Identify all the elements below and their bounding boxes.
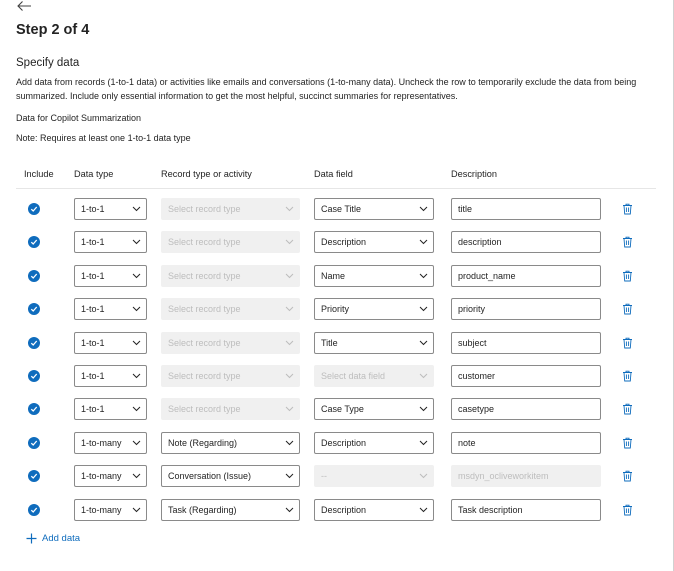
chevron-down-icon [285,340,294,346]
chevron-down-icon [285,239,294,245]
description-value: msdyn_ocliveworkitem [458,471,549,482]
include-checkbox[interactable] [28,303,40,315]
data-type-value: 1-to-many [81,437,122,448]
data-field-dropdown[interactable] [314,499,434,521]
chevron-down-icon [285,406,294,412]
data-field-dropdown[interactable] [314,365,434,387]
record-type-value: Select record type [168,204,241,214]
table-row [0,499,674,521]
chevron-down-icon [419,440,428,446]
section-description: Add data from records (1-to-1 data) or activities like emails and conversations (1-to-many data). Uncheck the row to temporarily exclude the data from being summarized. Include only essential information to get the most helpful, succinct summaries for representatives. [16,77,637,101]
data-type-dropdown[interactable] [74,465,147,487]
include-checkbox[interactable] [28,504,40,516]
data-type-dropdown[interactable] [74,231,147,253]
include-checkbox[interactable] [28,236,40,248]
trash-icon[interactable] [622,504,633,516]
record-type-dropdown[interactable] [161,432,300,454]
section-title: Specify data [16,57,80,69]
add-data-label: Add data [42,532,81,544]
data-type-value: 1-to-1 [81,337,105,348]
checkmark-icon [30,339,38,347]
table-row [0,432,674,454]
table-row [0,332,674,354]
data-field-value: Case Title [321,204,362,214]
record-type-dropdown[interactable] [161,499,300,521]
chevron-down-icon [285,440,294,446]
data-field-dropdown[interactable] [314,231,434,253]
chevron-down-icon [132,373,141,379]
description-input[interactable] [451,432,601,454]
chevron-down-icon [285,373,294,379]
column-header-data-type: Data type [74,169,114,179]
checkmark-icon [30,439,38,447]
data-sub-title: Data for Copilot Summarization [16,113,142,123]
data-type-dropdown[interactable] [74,432,147,454]
requirement-note: Note: Requires at least one 1-to-1 data type [16,133,191,143]
description-input[interactable] [451,465,601,487]
chevron-down-icon [132,473,141,479]
description-value: customer [458,371,496,381]
data-field-dropdown[interactable] [314,398,434,420]
trash-icon[interactable] [622,303,633,315]
trash-icon[interactable] [622,437,633,449]
table-row [0,298,674,320]
record-type-dropdown[interactable] [161,365,300,387]
column-header-description: Description [451,169,497,179]
trash-icon[interactable] [622,470,633,482]
column-header-include: Include [24,169,54,179]
data-type-dropdown[interactable] [74,298,147,320]
checkmark-icon [30,405,38,413]
chevron-down-icon [285,306,294,312]
trash-icon[interactable] [622,270,633,282]
data-type-dropdown[interactable] [74,198,147,220]
chevron-down-icon [132,239,141,245]
description-input[interactable] [451,265,601,287]
include-checkbox[interactable] [28,370,40,382]
chevron-down-icon [285,273,294,279]
data-type-value: 1-to-1 [81,404,105,415]
data-type-value: 1-to-1 [81,204,105,214]
description-value: priority [458,304,486,315]
chevron-down-icon [132,340,141,346]
include-checkbox[interactable] [28,403,40,415]
record-type-dropdown[interactable] [161,265,300,287]
data-type-value: 1-to-1 [81,304,105,315]
data-field-dropdown[interactable] [314,465,434,487]
record-type-value: Task (Regarding) [168,504,237,515]
table-row [0,265,674,287]
record-type-value: Select record type [168,404,241,415]
include-checkbox[interactable] [28,337,40,349]
chevron-down-icon [132,306,141,312]
record-type-value: Conversation (Issue) [168,471,252,482]
description-input[interactable] [451,198,601,220]
data-field-value: Description [321,504,367,515]
data-type-dropdown[interactable] [74,398,147,420]
checkmark-icon [30,305,38,313]
chevron-down-icon [419,473,428,479]
record-type-value: Select record type [168,337,241,348]
record-type-dropdown[interactable] [161,332,300,354]
data-type-dropdown[interactable] [74,499,147,521]
data-field-value: Priority [321,304,350,315]
record-type-dropdown[interactable] [161,298,300,320]
description-value: description [458,237,502,248]
data-field-value: Case Type [321,404,364,415]
table-row [0,231,674,253]
data-field-value: Title [321,337,338,348]
description-value: subject [458,337,487,348]
data-type-value: 1-to-1 [81,237,105,248]
record-type-dropdown[interactable] [161,231,300,253]
description-value: title [458,204,473,214]
description-value: Task description [458,504,523,515]
back-arrow-icon[interactable] [16,0,32,12]
table-row [0,198,674,220]
header-divider [16,188,656,189]
chevron-down-icon [419,206,428,212]
data-type-value: 1-to-1 [81,270,105,281]
trash-icon[interactable] [622,337,633,349]
chevron-down-icon [419,373,428,379]
data-field-dropdown[interactable] [314,332,434,354]
chevron-down-icon [419,507,428,513]
chevron-down-icon [419,273,428,279]
checkmark-icon [30,372,38,380]
description-value: casetype [458,404,495,415]
chevron-down-icon [132,440,141,446]
chevron-down-icon [419,340,428,346]
data-field-value: Description [321,437,367,448]
column-header-record-type: Record type or activity [161,169,252,179]
chevron-down-icon [419,239,428,245]
chevron-down-icon [132,507,141,513]
data-type-value: 1-to-many [81,471,122,482]
description-input[interactable] [451,231,601,253]
description-input[interactable] [451,365,601,387]
table-row [0,365,674,387]
include-checkbox[interactable] [28,437,40,449]
data-field-dropdown[interactable] [314,298,434,320]
chevron-down-icon [285,206,294,212]
step-title: Step 2 of 4 [16,22,90,38]
record-type-value: Note (Regarding) [168,437,238,448]
chevron-down-icon [285,473,294,479]
include-checkbox[interactable] [28,470,40,482]
trash-icon[interactable] [622,236,633,248]
data-field-value: -- [321,471,327,482]
data-type-dropdown[interactable] [74,332,147,354]
checkmark-icon [30,472,38,480]
chevron-down-icon [419,406,428,412]
data-type-value: 1-to-1 [81,371,105,381]
record-type-dropdown[interactable] [161,198,300,220]
checkmark-icon [30,272,38,280]
data-field-value: Description [321,237,367,248]
record-type-value: Select record type [168,371,241,381]
trash-icon[interactable] [622,403,633,415]
table-row [0,398,674,420]
data-field-dropdown[interactable] [314,265,434,287]
chevron-down-icon [132,206,141,212]
data-field-dropdown[interactable] [314,432,434,454]
description-input[interactable] [451,332,601,354]
chevron-down-icon [132,406,141,412]
record-type-dropdown[interactable] [161,465,300,487]
include-checkbox[interactable] [28,203,40,215]
chevron-down-icon [132,273,141,279]
data-field-value: Select data field [321,371,386,381]
chevron-down-icon [419,306,428,312]
checkmark-icon [30,238,38,246]
description-value: note [458,437,476,448]
record-type-value: Select record type [168,270,241,281]
trash-icon[interactable] [622,370,633,382]
checkmark-icon [30,205,38,213]
trash-icon[interactable] [622,203,633,215]
record-type-dropdown[interactable] [161,398,300,420]
chevron-down-icon [285,507,294,513]
description-input[interactable] [451,499,601,521]
description-value: product_name [458,270,516,281]
add-data-button[interactable] [26,530,80,546]
plus-icon [26,533,37,544]
description-input[interactable] [451,298,601,320]
include-checkbox[interactable] [28,270,40,282]
data-type-value: 1-to-many [81,504,122,515]
record-type-value: Select record type [168,304,241,315]
table-row [0,465,674,487]
data-type-dropdown[interactable] [74,265,147,287]
data-field-dropdown[interactable] [314,198,434,220]
description-input[interactable] [451,398,601,420]
checkmark-icon [30,506,38,514]
data-type-dropdown[interactable] [74,365,147,387]
column-header-data-field: Data field [314,169,353,179]
data-field-value: Name [321,270,346,281]
record-type-value: Select record type [168,237,241,248]
